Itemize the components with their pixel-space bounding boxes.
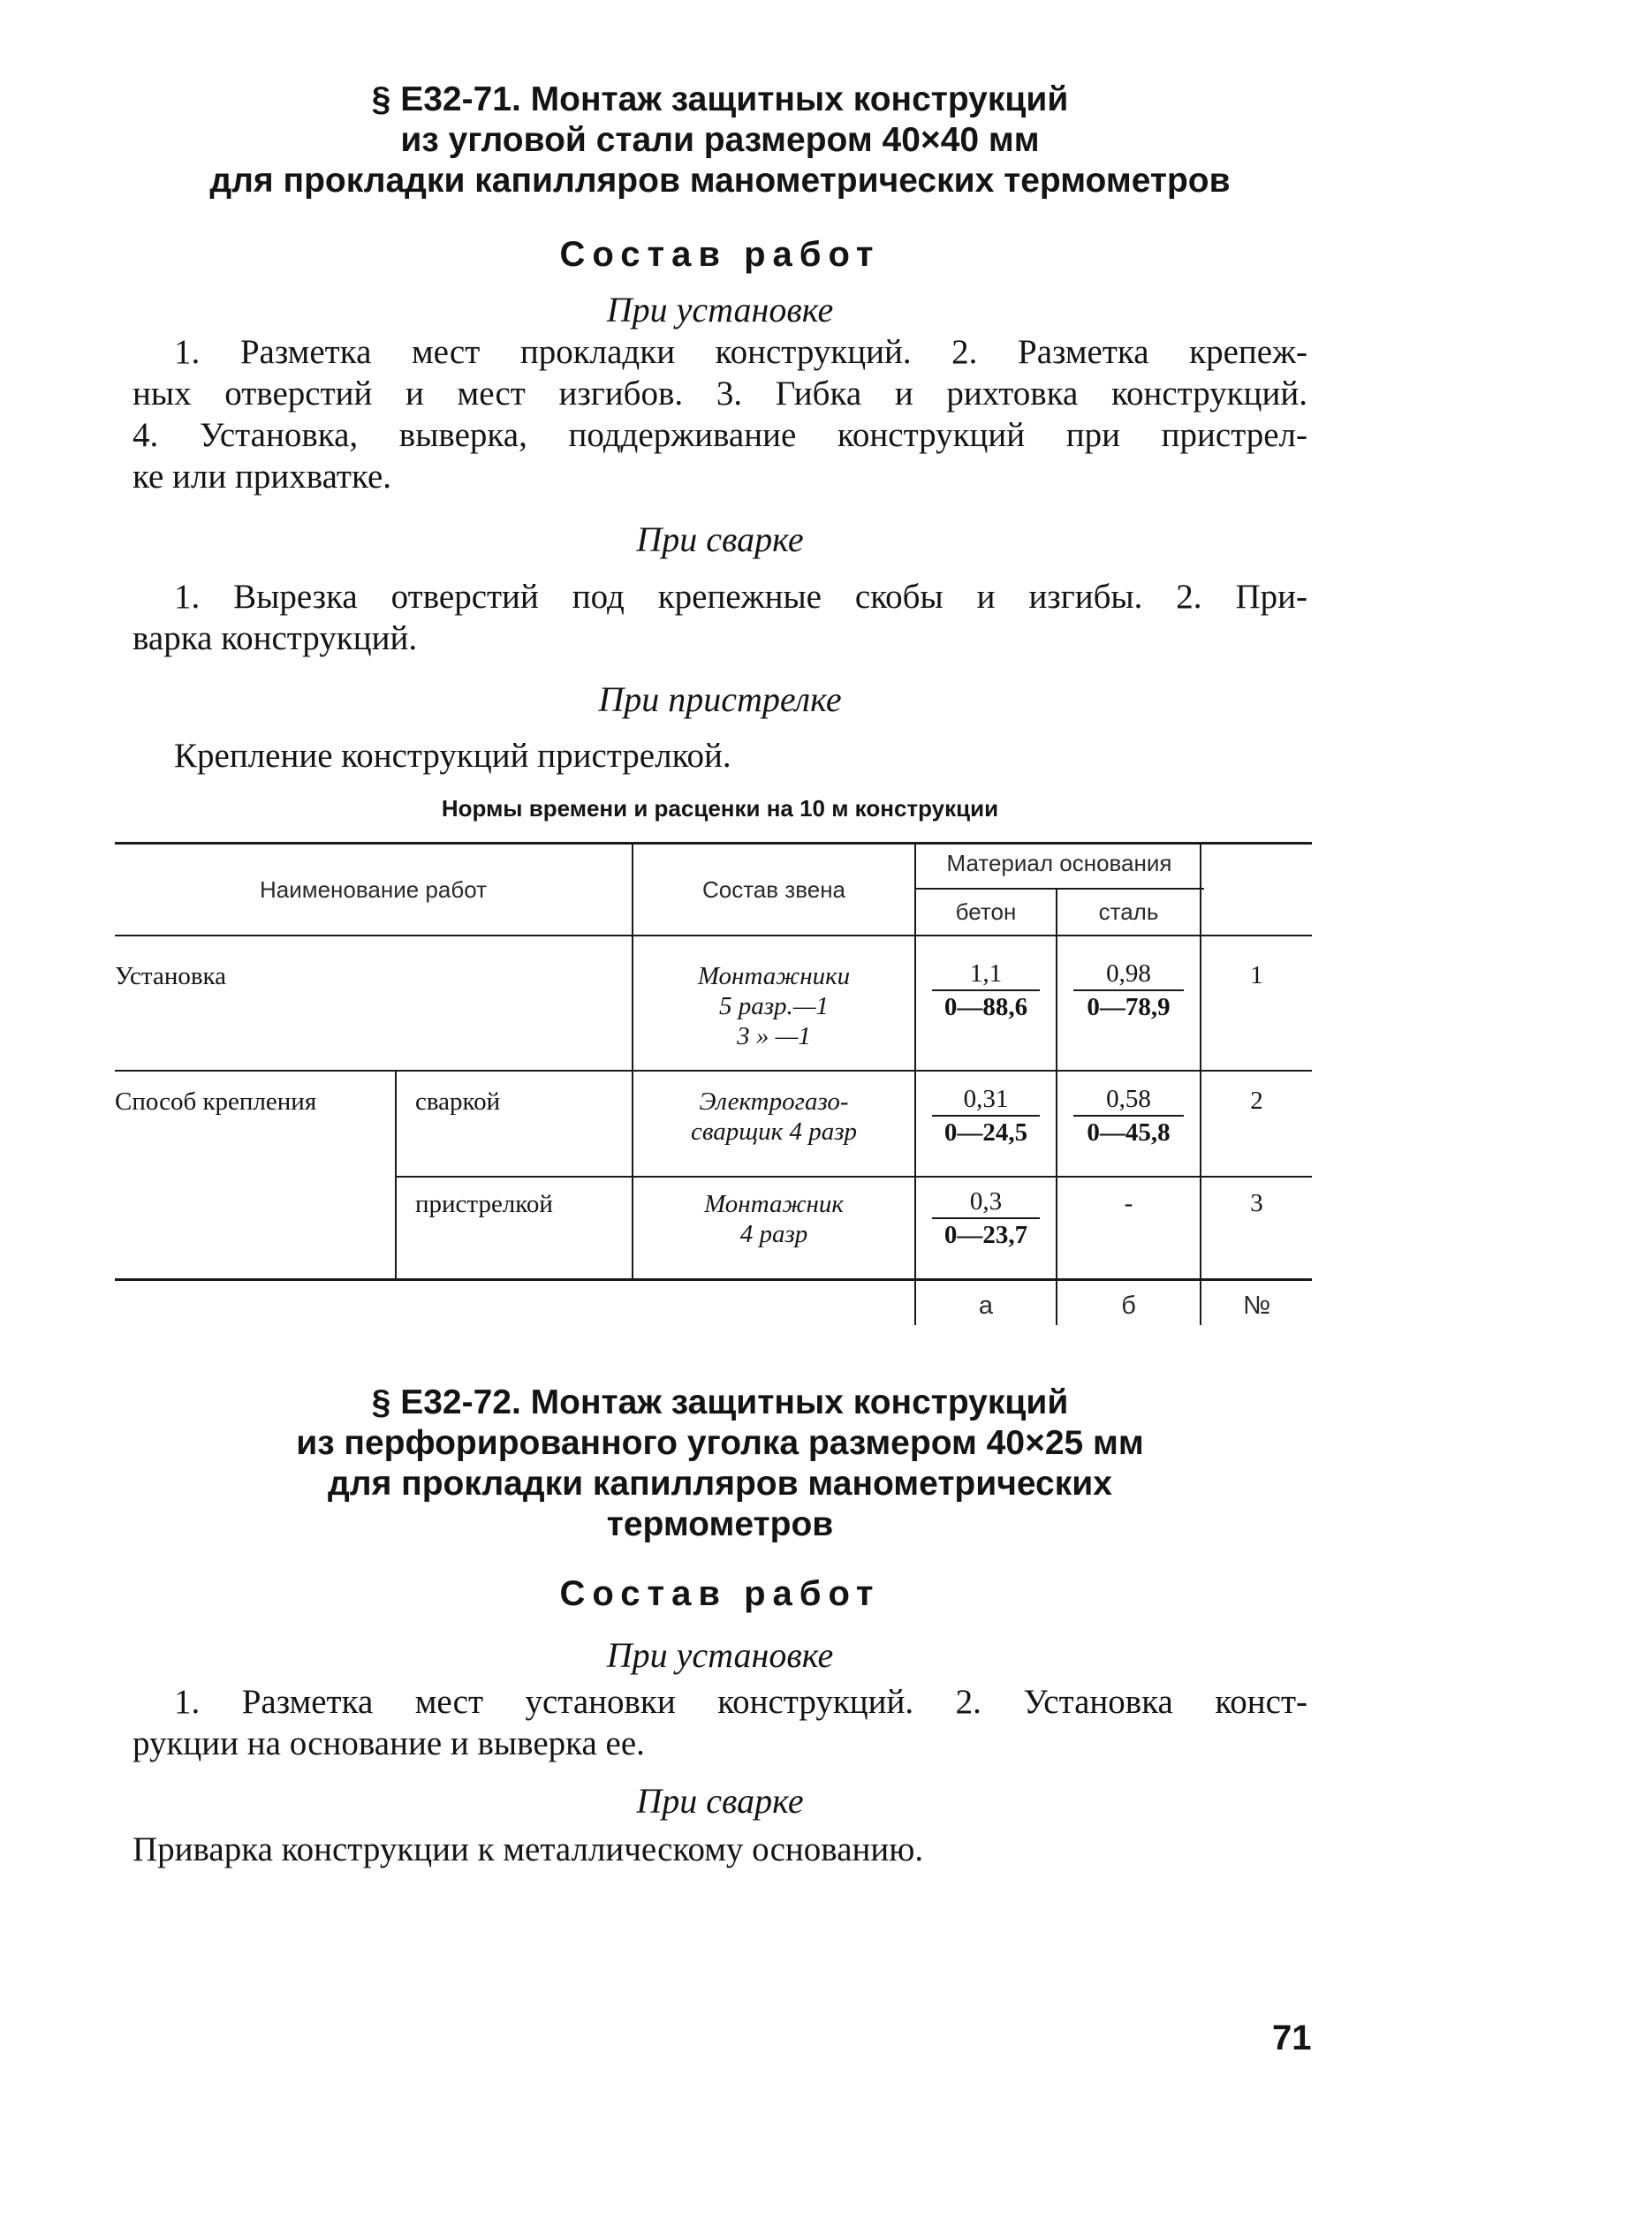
installation-subheading: При установке [606, 290, 834, 330]
section-title-line: из угловой стали размером 40×40 мм [400, 121, 1040, 159]
section-title-e32-72 [133, 1383, 1307, 1545]
row-crew [633, 1189, 914, 1249]
steel-norm-price [1057, 1085, 1200, 1148]
crew-line: сварщик 4 разр [690, 1118, 858, 1146]
row-method-welding: сваркой [415, 1087, 501, 1116]
section-title-line: из перфорированного уголка размером 40×25 мм [296, 1424, 1144, 1462]
paragraph-line: варка конструкций. [133, 619, 418, 657]
composition-heading: Состав работ [559, 1574, 881, 1613]
column-label-b: б [1121, 1292, 1136, 1320]
header-steel: сталь [1098, 898, 1159, 925]
table-row-rule [115, 1070, 1312, 1072]
table-col-rule [1200, 844, 1201, 1325]
concrete-norm-price [916, 1085, 1056, 1148]
section-title-line: § Е32-72. Монтаж защитных конструкций [371, 1383, 1069, 1421]
welding-paragraph [133, 576, 1307, 659]
rate-price: 0—78,9 [1087, 993, 1171, 1021]
steel-norm-price [1057, 959, 1200, 1023]
table-bottom-rule [115, 1278, 1312, 1281]
section-title-e32-71 [133, 80, 1307, 201]
row-number: 2 [1250, 1087, 1263, 1115]
row-method-shooting: пристрелкой [415, 1190, 553, 1218]
paragraph-line: ке или прихватке. [133, 458, 392, 496]
table-header-divider [914, 888, 1204, 890]
installation-paragraph [133, 1681, 1307, 1764]
rate-price: 0—24,5 [943, 1118, 1028, 1147]
row-name-fastening-method: Способ крепления [115, 1087, 317, 1116]
section-title-line: термометров [606, 1505, 834, 1543]
time-norm: 1,1 [969, 959, 1003, 988]
row-number: 1 [1250, 961, 1263, 989]
concrete-norm-price [916, 959, 1056, 1023]
table-col-rule [395, 1071, 397, 1279]
paragraph-line: 1. Вырезка отверстий под крепежные скобы и изгибы. 2. При- [174, 578, 1307, 616]
column-label-number: № [1242, 1292, 1271, 1320]
crew-line: 4 разр [739, 1220, 808, 1248]
welding-subheading: При сварке [636, 1781, 804, 1821]
section-title-line: § Е32-71. Монтаж защитных конструкций [371, 80, 1069, 118]
crew-line: Монтажники [697, 962, 851, 990]
rate-price: 0—45,8 [1087, 1118, 1171, 1147]
header-base-material: Материал основания [946, 850, 1172, 876]
crew-line: Электрогазо- [699, 1087, 849, 1116]
header-work-name: Наименование работ [259, 876, 488, 903]
section-title-line: для прокладки капилляров манометрических термометров [209, 162, 1231, 200]
composition-heading: Состав работ [559, 235, 881, 274]
header-crew: Состав звена [701, 876, 846, 903]
rate-price: 0—88,6 [943, 993, 1028, 1021]
shooting-subheading: При пристрелке [598, 679, 842, 719]
paragraph-line: рукции на основание и выверка ее. [133, 1724, 645, 1762]
page-number: 71 [1272, 2019, 1312, 2057]
paragraph-line: Крепление конструкций пристрелкой. [174, 737, 731, 775]
welding-subheading: При сварке [636, 519, 804, 559]
row-number: 3 [1250, 1189, 1263, 1217]
row-crew [633, 961, 914, 1051]
installation-paragraph [133, 331, 1307, 497]
section-title-line: для прокладки капилляров манометрических [328, 1465, 1112, 1503]
time-norm: 0,98 [1106, 959, 1151, 988]
table-caption: Нормы времени и расценки на 10 м конструкции [441, 795, 999, 822]
installation-subheading: При установке [606, 1635, 834, 1675]
welding-paragraph [133, 1829, 1266, 1870]
steel-empty-dash: - [1124, 1189, 1133, 1217]
shooting-paragraph [174, 735, 1307, 777]
crew-line: 3 » —1 [737, 1022, 811, 1050]
crew-line: Монтажник [704, 1190, 844, 1218]
crew-line: 5 разр.—1 [718, 992, 830, 1020]
row-name-installation: Установка [115, 962, 227, 990]
time-norm: 0,58 [1106, 1085, 1151, 1113]
time-norm: 0,3 [969, 1187, 1003, 1216]
paragraph-line: Приварка конструкции к металлическому основанию. [133, 1830, 924, 1868]
paragraph-line: 1. Разметка мест прокладки конструкций. 2. Разметка крепеж- [174, 333, 1307, 371]
paragraph-line: ных отверстий и мест изгибов. 3. Гибка и рихтовка конструкций. [133, 375, 1307, 413]
rate-price: 0—23,7 [943, 1221, 1028, 1249]
table-top-rule [115, 842, 1312, 845]
concrete-norm-price [916, 1187, 1056, 1251]
paragraph-line: 1. Разметка мест установки конструкций. 2. Установка конст- [174, 1683, 1307, 1721]
paragraph-line: 4. Установка, выверка, поддерживание конструкций при пристрел- [133, 416, 1307, 454]
time-norm: 0,31 [963, 1085, 1009, 1113]
column-label-a: а [978, 1292, 994, 1320]
table-header-rule [115, 935, 1312, 936]
table-row-rule [395, 1176, 1312, 1178]
header-concrete: бетон [955, 898, 1017, 925]
row-crew [633, 1087, 914, 1147]
